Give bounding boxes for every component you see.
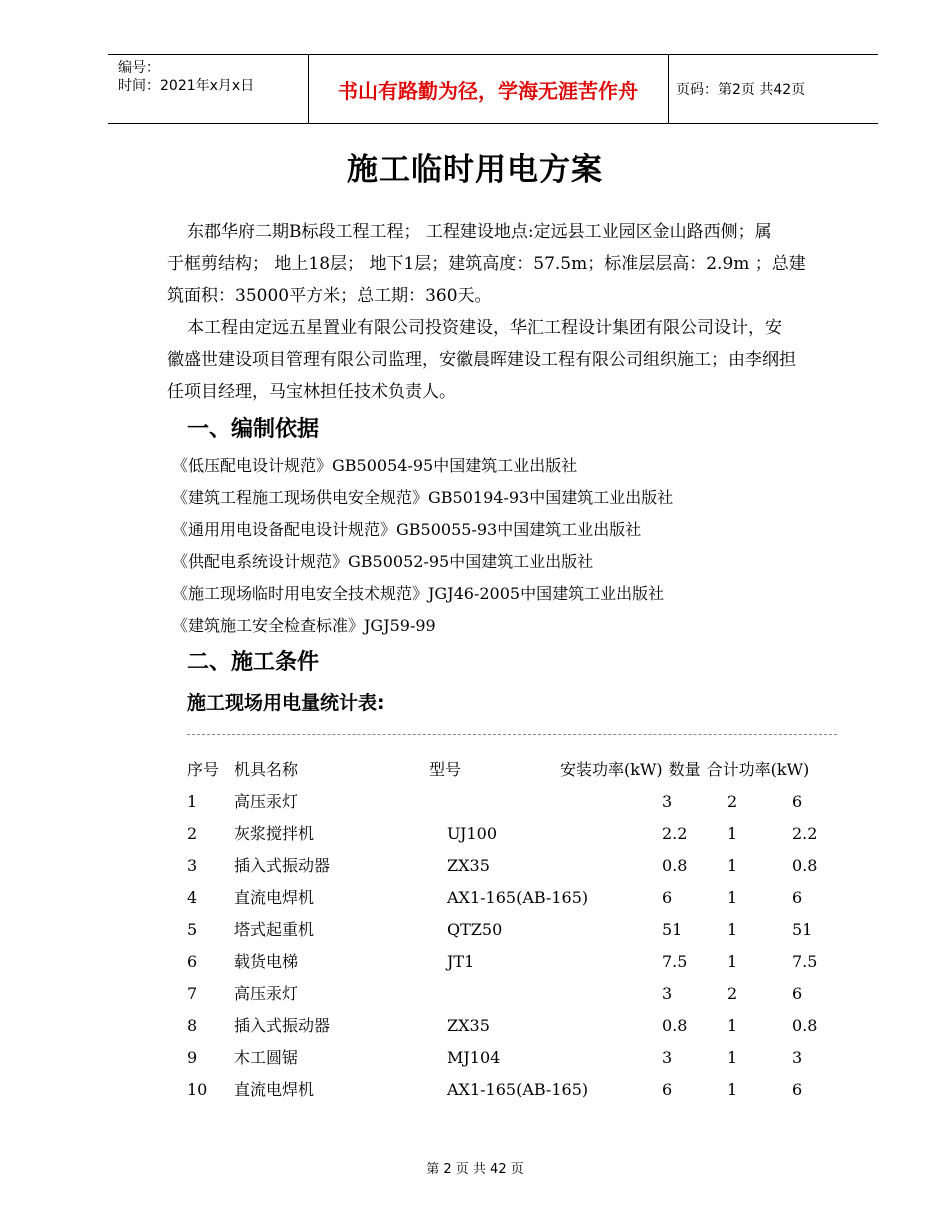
column-header-power: 安装功率(kW)	[560, 760, 663, 779]
row-power: 6	[662, 888, 673, 907]
row-name: 高压汞灯	[234, 984, 299, 1003]
column-header-total-text: 合计功率(kW)	[706, 760, 810, 779]
row-number: 7	[187, 984, 198, 1003]
table-row	[187, 882, 847, 914]
table-header-row	[187, 754, 847, 786]
paragraph-line: 任项目经理，马宝林担任技术负责人。	[167, 382, 456, 402]
paragraph-line: 本工程由定远五星置业有限公司投资建设，华汇工程设计集团有限公司设计，安	[187, 318, 782, 338]
row-name: 灰浆搅拌机	[234, 824, 315, 843]
row-number: 8	[187, 1016, 198, 1035]
row-power: 3	[662, 1048, 673, 1067]
row-power: 6	[662, 1080, 673, 1099]
table-row	[187, 914, 847, 946]
list-item: 《低压配电设计规范》GB50054-95中国建筑工业出版社	[172, 456, 578, 475]
dashed-divider	[187, 734, 837, 735]
row-name: 木工圆锯	[234, 1048, 299, 1067]
row-total: 3	[792, 1048, 803, 1067]
row-name: 插入式振动器	[234, 1016, 331, 1035]
column-header-no: 序号	[187, 760, 220, 779]
row-model: QTZ50	[447, 920, 503, 939]
row-qty: 1	[727, 920, 738, 939]
row-name: 载货电梯	[234, 952, 299, 971]
row-qty: 1	[727, 888, 738, 907]
row-number: 3	[187, 856, 198, 875]
header-page-label: 页码：第2页 共42页	[676, 82, 806, 98]
row-number: 5	[187, 920, 198, 939]
row-number: 9	[187, 1048, 198, 1067]
row-power: 3	[662, 792, 673, 811]
row-model: AX1-165(AB-165)	[447, 888, 589, 907]
column-header-qty: 数量	[668, 760, 701, 779]
intro-paragraph-1	[167, 216, 842, 312]
row-power: 7.5	[662, 952, 688, 971]
row-name: 直流电焊机	[234, 888, 315, 907]
header-divider	[668, 55, 669, 123]
intro-paragraph-2	[167, 312, 842, 408]
row-power: 0.8	[662, 1016, 688, 1035]
row-model: AX1-165(AB-165)	[447, 1080, 589, 1099]
row-total: 6	[792, 984, 803, 1003]
row-power: 0.8	[662, 856, 688, 875]
table-row	[187, 978, 847, 1010]
list-item: 《供配电系统设计规范》GB50052-95中国建筑工业出版社	[172, 552, 594, 571]
table-row	[187, 1042, 847, 1074]
row-qty: 1	[727, 1048, 738, 1067]
paragraph-line: 于框剪结构； 地上18层； 地下1层；建筑高度：57.5m；标准层层高：2.9m ；总建	[167, 254, 806, 274]
row-total: 2.2	[792, 824, 818, 843]
basis-list	[172, 450, 673, 642]
row-model: JT1	[447, 952, 475, 971]
row-qty: 1	[727, 952, 738, 971]
row-number: 1	[187, 792, 198, 811]
row-qty: 1	[727, 1080, 738, 1099]
row-power: 2.2	[662, 824, 688, 843]
column-header-name: 机具名称	[234, 760, 299, 779]
row-total: 51	[792, 920, 813, 939]
list-item: 《建筑施工安全检查标准》JGJ59-99	[172, 616, 436, 635]
row-qty: 1	[727, 1016, 738, 1035]
row-power: 3	[662, 984, 673, 1003]
row-total: 0.8	[792, 856, 818, 875]
row-total: 6	[792, 1080, 803, 1099]
header-meta	[108, 55, 308, 123]
page-header	[108, 54, 878, 124]
paragraph-line: 筑面积：35000平方米；总工期：360天。	[167, 286, 492, 306]
list-item: 《施工现场临时用电安全技术规范》JGJ46-2005中国建筑工业出版社	[172, 584, 665, 603]
row-total: 7.5	[792, 952, 818, 971]
row-qty: 2	[727, 984, 738, 1003]
row-power: 51	[662, 920, 683, 939]
table-title: 施工现场用电量统计表:	[187, 692, 385, 714]
table-row	[187, 946, 847, 978]
list-item: 《通用用电设备配电设计规范》GB50055-93中国建筑工业出版社	[172, 520, 642, 539]
row-name: 直流电焊机	[234, 1080, 315, 1099]
paragraph-line: 东郡华府二期B标段工程工程； 工程建设地点:定远县工业园区金山路西侧；属	[187, 222, 772, 242]
row-number: 6	[187, 952, 198, 971]
section-heading-basis: 一、编制依据	[187, 417, 320, 442]
row-total: 6	[792, 792, 803, 811]
table-row	[187, 850, 847, 882]
date-label: 时间：2021年x月x日	[118, 78, 255, 94]
row-total: 0.8	[792, 1016, 818, 1035]
row-qty: 1	[727, 824, 738, 843]
row-number: 4	[187, 888, 198, 907]
row-name: 高压汞灯	[234, 792, 299, 811]
section-heading-conditions: 二、施工条件	[187, 650, 320, 675]
row-number: 2	[187, 824, 198, 843]
table-row	[187, 1074, 847, 1106]
row-model: MJ104	[447, 1048, 501, 1067]
row-name: 插入式振动器	[234, 856, 331, 875]
list-item: 《建筑工程施工现场供电安全规范》GB50194-93中国建筑工业出版社	[172, 488, 674, 507]
row-model: ZX35	[447, 856, 490, 875]
row-model: ZX35	[447, 1016, 490, 1035]
header-motto: 书山有路勤为径，学海无涯苦作舟	[338, 78, 638, 103]
row-name: 塔式起重机	[234, 920, 315, 939]
paragraph-line: 徽盛世建设项目管理有限公司监理，安徽晨晖建设工程有限公司组织施工；由李纲担	[167, 350, 796, 370]
document-title: 施工临时用电方案	[347, 152, 603, 188]
table-row	[187, 1010, 847, 1042]
row-model: UJ100	[447, 824, 498, 843]
column-header-model: 型号	[429, 760, 462, 779]
doc-number-label: 编号：	[118, 60, 160, 76]
row-total: 6	[792, 888, 803, 907]
table-row	[187, 818, 847, 850]
page-footer: 第 2 页 共 42 页	[426, 1162, 524, 1177]
row-qty: 1	[727, 856, 738, 875]
row-qty: 2	[727, 792, 738, 811]
row-number: 10	[187, 1080, 208, 1099]
table-row	[187, 786, 847, 818]
